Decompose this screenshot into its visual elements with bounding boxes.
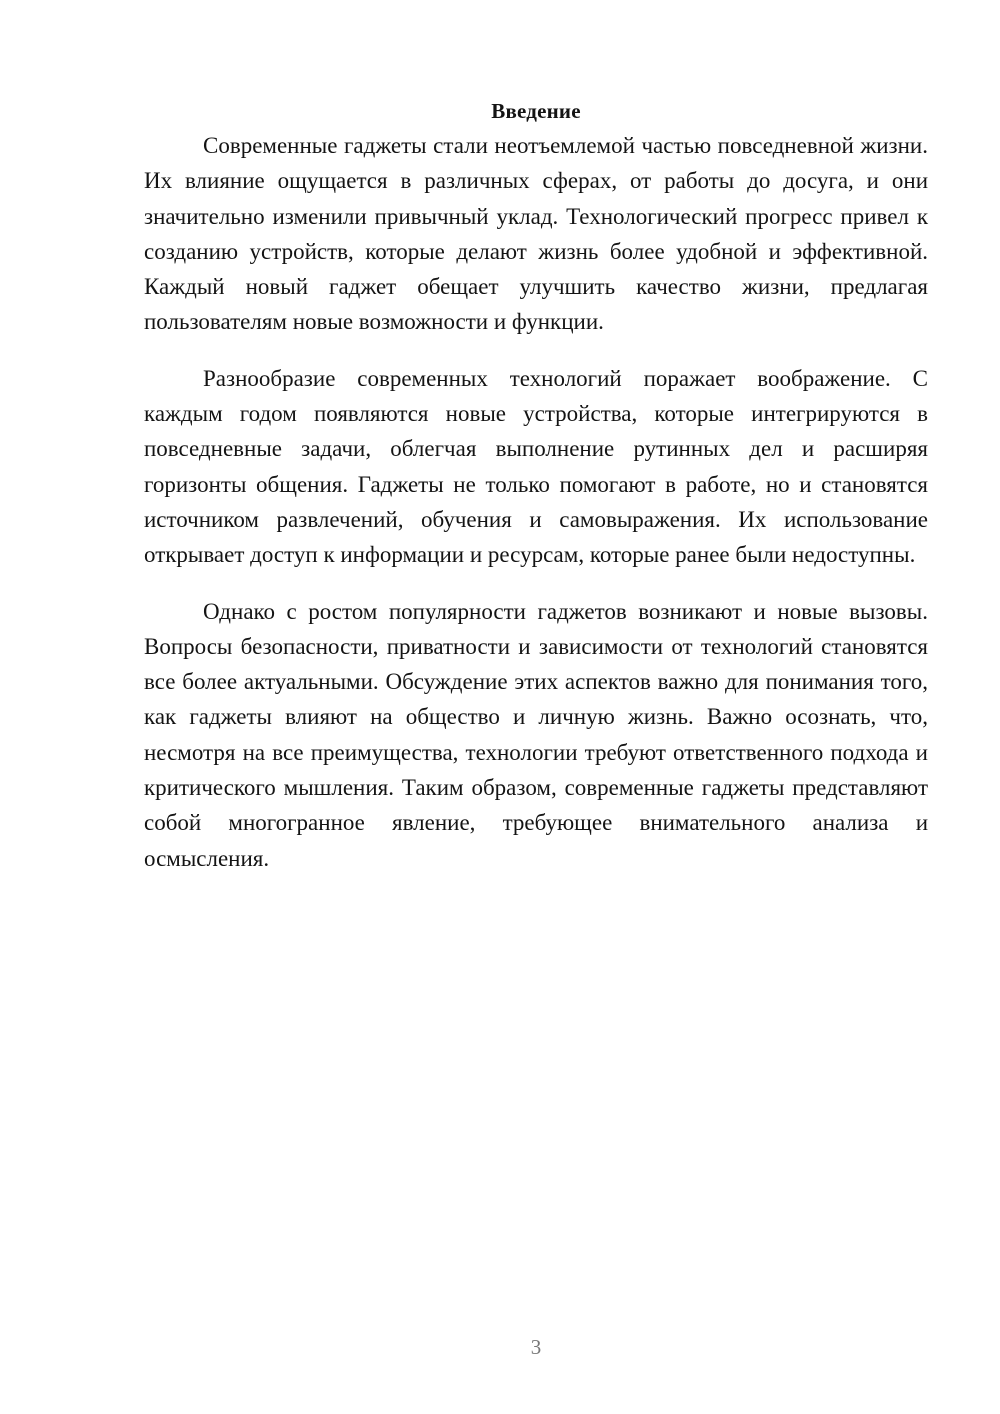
- paragraph-diversity: Разнообразие современных технологий поражает воображение. С каждым годом появляются новые устройства, которые интегрируются в повседневные задачи, облегчая выполнение рутинных дел и расширяя горизонты общения. Гаджеты не только помогают в работе, но и становятся источником развлечений, обучения и самовыражения. Их использование открывает доступ к информации и ресурсам, которые ранее были недоступны.: [144, 365, 928, 568]
- page-number: 3: [530, 1335, 542, 1359]
- page-content: [144, 96, 928, 876]
- paragraph-intro: Современные гаджеты стали неотъемлемой частью повседневной жизни. Их влияние ощущается в различных сферах, от работы до досуга, и они значительно изменили привычный уклад. Технологический прогресс привел к созданию устройств, которые делают жизнь более удобной и эффективной. Каждый новый гаджет обещает улучшить качество жизни, предлагая пользователям новые возможности и функции.: [144, 133, 928, 335]
- paragraph-challenges: Однако с ростом популярности гаджетов возникают и новые вызовы. Вопросы безопасности, приватности и зависимости от технологий становятся все более актуальными. Обсуждение этих аспектов важно для понимания того, как гаджеты влияют на общество и личную жизнь. Важно осознать, что, несмотря на все преимущества, технологии требуют ответственного подхода и критического мышления. Таким образом, современные гаджеты представляют собой многогранное явление, требующее внимательного анализа и осмысления.: [144, 598, 928, 871]
- section-heading: Введение: [491, 99, 581, 123]
